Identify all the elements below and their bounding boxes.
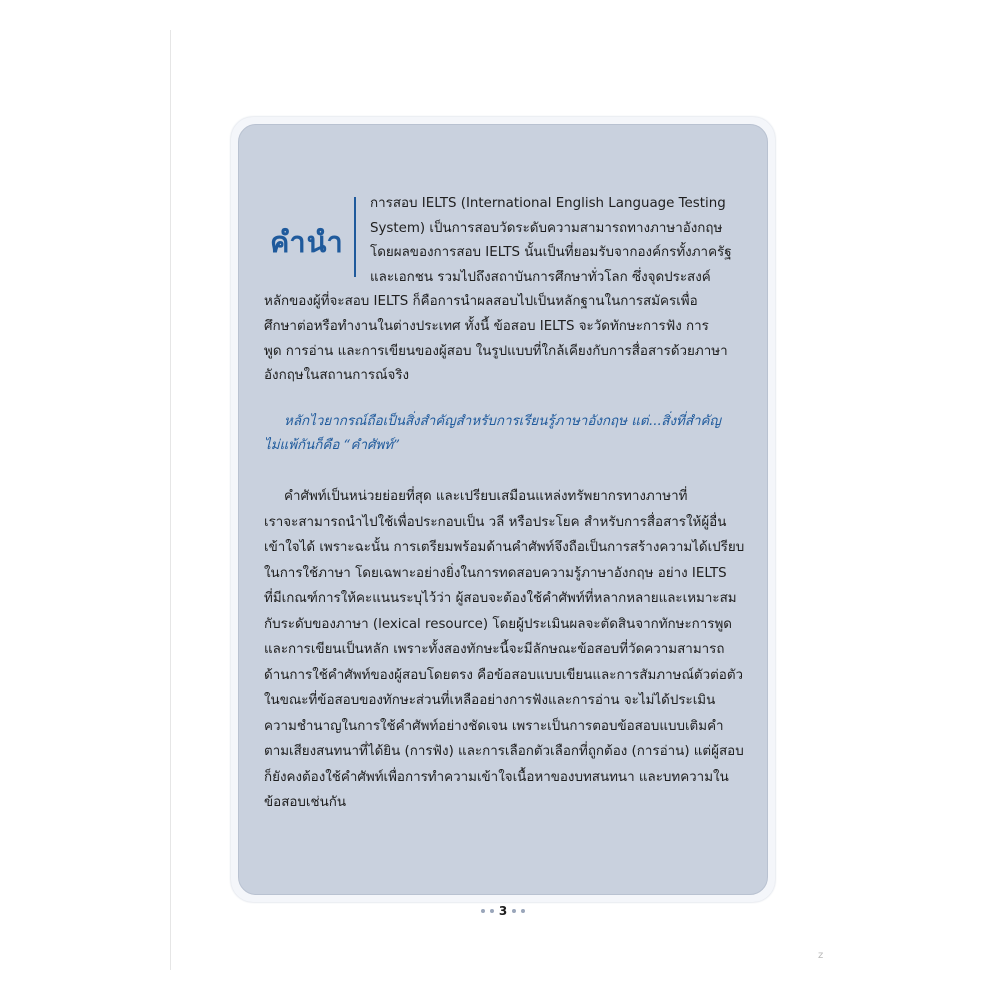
body-line: กับระดับของภาษา (lexical resource) โดยผู้ประเมินผลจะตัดสินจากทักษะการพูด <box>264 616 733 632</box>
corner-mark: z <box>818 950 824 961</box>
intro-line: หลักของผู้ที่จะสอบ IELTS ก็คือการนำผลสอบไปเป็นหลักฐานในการสมัครเพื่อ <box>264 294 698 310</box>
intro-line: และเอกชน รวมไปถึงสถาบันการศึกษาทั่วโลก ซึ่งจุดประสงค์ <box>370 269 711 285</box>
dot-icon <box>490 909 494 913</box>
intro-paragraph <box>264 192 750 389</box>
intro-line: โดยผลของการสอบ IELTS นั้นเป็นที่ยอมรับจากองค์กรทั้งภาครัฐ <box>370 245 732 261</box>
quote-line: ไม่แพ้กันก็คือ “คำศัพท์” <box>264 438 400 453</box>
intro-line: ศึกษาต่อหรือทำงานในต่างประเทศ ทั้งนี้ ข้อสอบ IELTS จะวัดทักษะการฟัง การ <box>264 318 709 334</box>
body-line: เข้าใจได้ เพราะฉะนั้น การเตรียมพร้อมด้านคำศัพท์จึงถือเป็นการสร้างความได้เปรียบ <box>264 540 745 555</box>
intro-line: System) เป็นการสอบวัดระดับความสามารถทางภาษาอังกฤษ <box>370 220 723 236</box>
body-line: ในการใช้ภาษา โดยเฉพาะอย่างยิ่งในการทดสอบความรู้ภาษาอังกฤษ อย่าง IELTS <box>264 565 727 581</box>
body-line: ก็ยังคงต้องใช้คำศัพท์เพื่อการทำความเข้าใจเนื้อหาของบทสนทนา และบทความใน <box>264 769 729 785</box>
intro-line: การสอบ IELTS (International English Language Testing <box>370 196 726 211</box>
page-fold-line <box>170 30 171 970</box>
body-paragraph <box>264 484 750 816</box>
intro-line: พูด การอ่าน และการเขียนของผู้สอบ ในรูปแบบที่ใกล้เคียงกับการสื่อสารด้วยภาษา <box>264 343 728 359</box>
preface-heading: คำนำ <box>270 225 344 259</box>
body-line: ในขณะที่ข้อสอบของทักษะส่วนที่เหลืออย่างการฟังและการอ่าน จะไม่ได้ประเมิน <box>264 693 716 708</box>
highlight-quote <box>264 410 750 458</box>
body-line: และการเขียนเป็นหลัก เพราะทั้งสองทักษะนี้จะมีลักษณะข้อสอบที่วัดความสามารถ <box>264 642 725 657</box>
body-line: ด้านการใช้คำศัพท์ของผู้สอบโดยตรง คือข้อสอบแบบเขียนและการสัมภาษณ์ตัวต่อตัว <box>264 667 744 683</box>
body-line: ตามเสียงสนทนาที่ได้ยิน (การฟัง) และการเลือกตัวเลือกที่ถูกต้อง (การอ่าน) แต่ผู้สอบ <box>264 744 744 759</box>
page-number <box>470 901 536 921</box>
body-line: เราจะสามารถนำไปใช้เพื่อประกอบเป็น วลี หรือประโยค สำหรับการสื่อสารให้ผู้อื่น <box>264 514 727 530</box>
body-line: ความชำนาญในการใช้คำศัพท์อย่างชัดเจน เพราะเป็นการตอบข้อสอบแบบเติมคำ <box>264 718 724 734</box>
dot-icon <box>481 909 485 913</box>
body-line: ที่มีเกณฑ์การให้คะแนนระบุไว้ว่า ผู้สอบจะต้องใช้คำศัพท์ที่หลากหลายและเหมาะสม <box>264 591 737 606</box>
quote-line: หลักไวยากรณ์ถือเป็นสิ่งสำคัญสำหรับการเรียนรู้ภาษาอังกฤษ แต่...สิ่งที่สำคัญ <box>284 414 721 429</box>
body-line: คำศัพท์เป็นหน่วยย่อยที่สุด และเปรียบเสมือนแหล่งทรัพยากรทางภาษาที่ <box>284 489 688 504</box>
dot-icon <box>512 909 516 913</box>
intro-line: อังกฤษในสถานการณ์จริง <box>264 368 410 384</box>
dot-icon <box>521 909 525 913</box>
page-number-label: 3 <box>498 904 508 918</box>
body-line: ข้อสอบเช่นกัน <box>264 795 346 810</box>
